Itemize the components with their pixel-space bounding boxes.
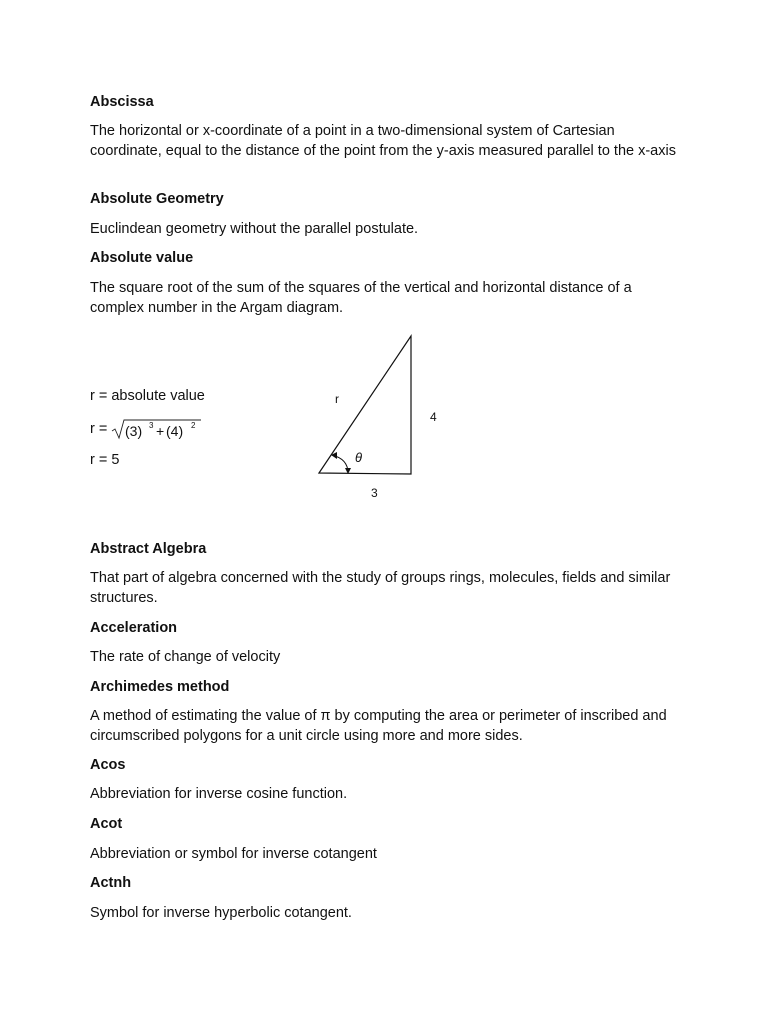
term-abstract-algebra: Abstract Algebra xyxy=(90,541,207,557)
definition-abstract-algebra: That part of algebra concerned with the study of groups rings, molecules, fields and similar structures. xyxy=(90,570,671,606)
definition-absolute-geometry: Euclindean geometry without the parallel postulate. xyxy=(90,221,419,237)
radicand-term-2: (4) xyxy=(166,423,184,439)
definition-acos: Abbreviation for inverse cosine function. xyxy=(90,786,348,802)
formula-line-1: r = absolute value xyxy=(90,388,205,404)
radicand-term-1: (3) xyxy=(125,423,143,439)
angle-arc xyxy=(332,455,348,473)
angle-label: θ xyxy=(355,450,363,465)
definition-acceleration: The rate of change of velocity xyxy=(90,649,281,665)
term-archimedes-method: Archimedes method xyxy=(90,679,230,695)
square-root-expression xyxy=(111,417,203,441)
term-actnh: Actnh xyxy=(90,875,132,891)
height-label: 4 xyxy=(430,410,437,424)
formula-line-3: r = 5 xyxy=(90,452,120,468)
term-abscissa: Abscissa xyxy=(90,94,154,110)
radicand-plus: + xyxy=(156,423,165,439)
radicand-exponent-1: 3 xyxy=(149,421,154,430)
square-root-svg xyxy=(111,417,203,441)
definition-absolute-value: The square root of the sum of the squares of the vertical and horizontal distance of a complex number in the Argam diagram. xyxy=(90,280,632,316)
hypotenuse-label: r xyxy=(335,392,339,406)
term-acot: Acot xyxy=(90,816,123,832)
definition-archimedes-method: A method of estimating the value of π by computing the area or perimeter of inscribed and circumscribed polygons for a unit circle using more and more sides. xyxy=(90,708,667,744)
formula-prefix: r = xyxy=(90,420,108,437)
formula-line-2 xyxy=(90,417,203,441)
radicand-exponent-2: 2 xyxy=(191,421,196,430)
triangle-outline xyxy=(319,336,411,474)
term-absolute-geometry: Absolute Geometry xyxy=(90,191,224,207)
term-acos: Acos xyxy=(90,757,126,773)
right-triangle-diagram xyxy=(300,325,460,510)
definition-acot: Abbreviation or symbol for inverse cotangent xyxy=(90,846,377,862)
base-label: 3 xyxy=(371,486,378,500)
term-absolute-value: Absolute value xyxy=(90,250,194,266)
definition-actnh: Symbol for inverse hyperbolic cotangent. xyxy=(90,905,352,921)
definition-abscissa: The horizontal or x-coordinate of a point in a two-dimensional system of Cartesian coordinate, equal to the distance of the point from the y-axis measured parallel to the x-axis xyxy=(90,123,676,159)
term-acceleration: Acceleration xyxy=(90,620,178,636)
